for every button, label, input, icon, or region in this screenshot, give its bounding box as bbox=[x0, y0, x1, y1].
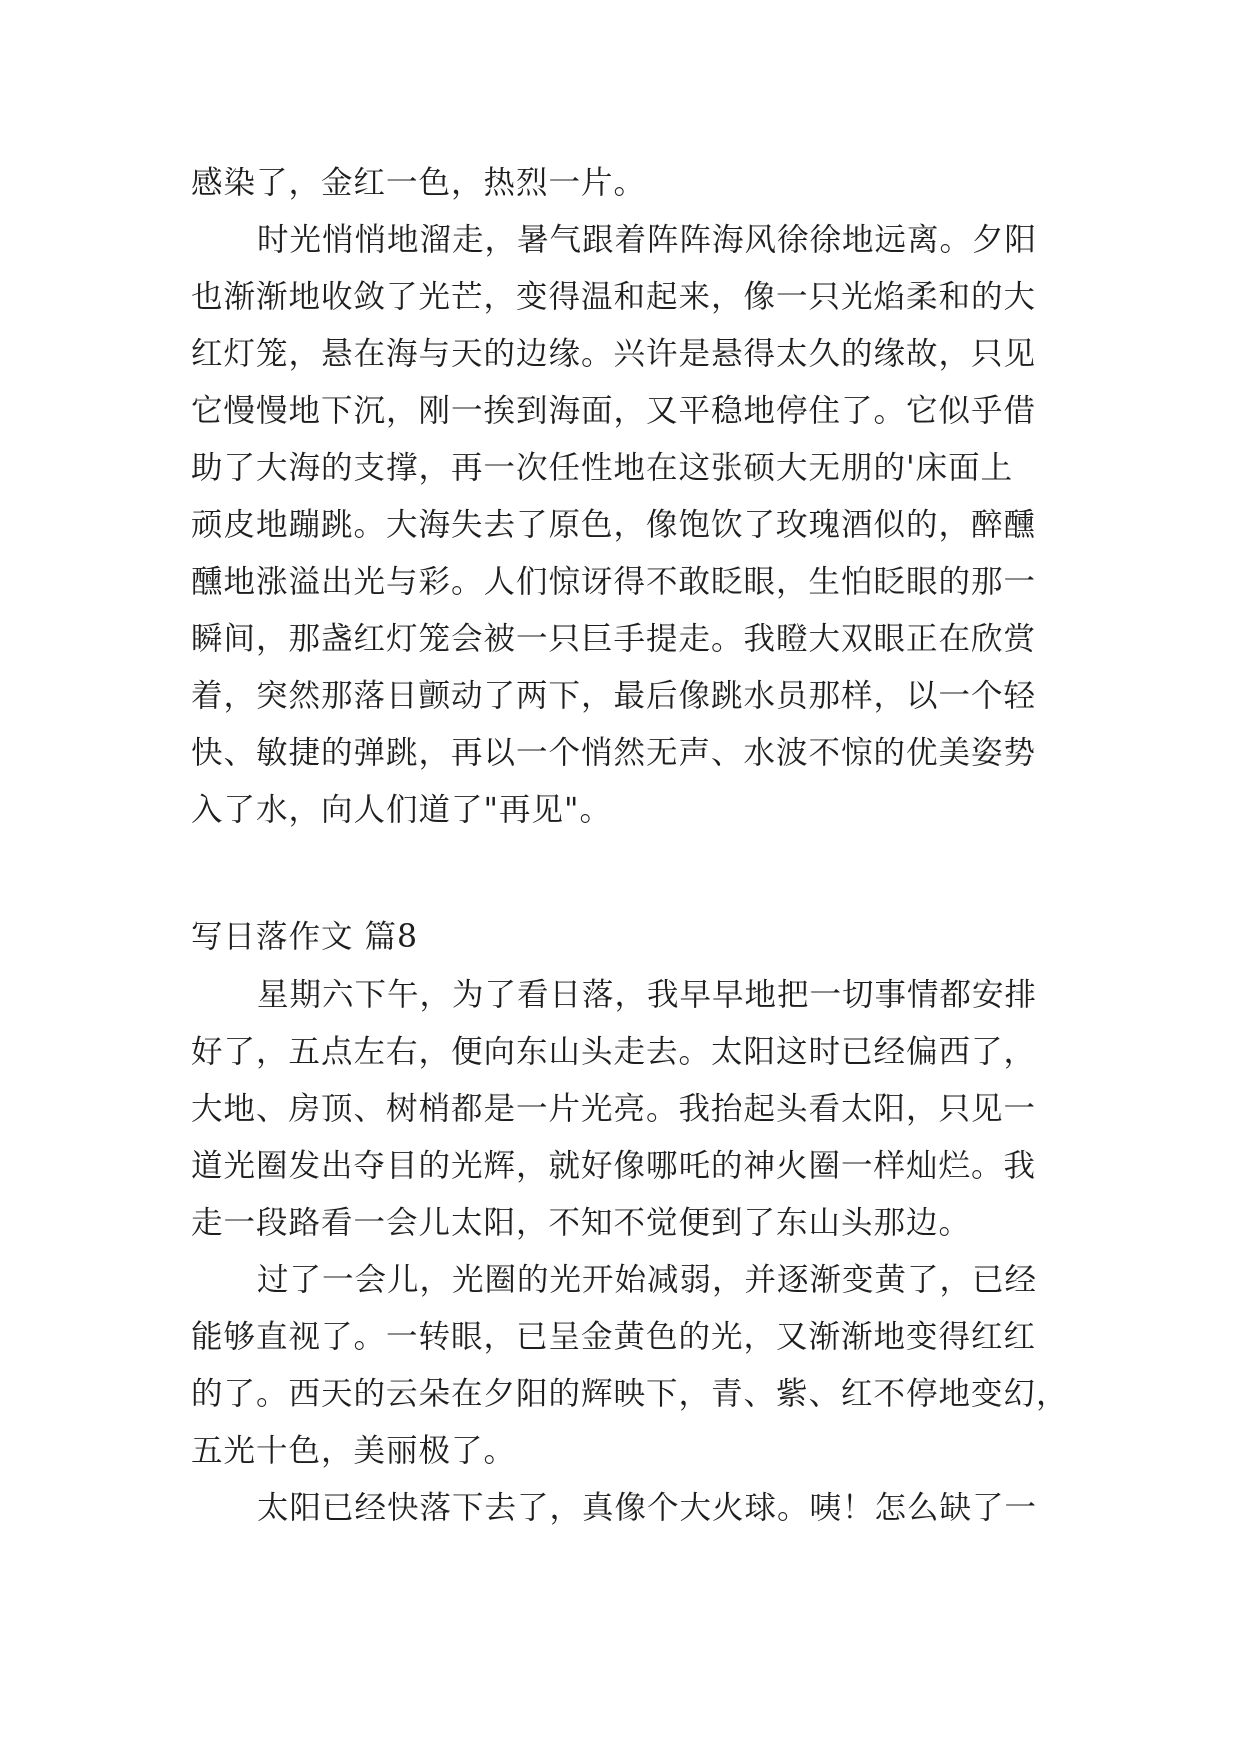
text-line: 感染了，金红一色，热烈一片。 bbox=[191, 165, 647, 201]
text-line: 大地、房顶、树梢都是一片光亮。我抬起头看太阳，只见一 bbox=[191, 1091, 1037, 1127]
text-line: 顽皮地蹦跳。大海失去了原色，像饱饮了玫瑰酒似的，醉醺 bbox=[191, 507, 1037, 543]
text-line: 醺地涨溢出光与彩。人们惊讶得不敢眨眼，生怕眨眼的那一 bbox=[191, 564, 1037, 600]
paragraph-first-line: 过了一会儿，光圈的光开始减弱，并逐渐变黄了，已经 bbox=[257, 1262, 1038, 1298]
paragraph-first-line: 星期六下午，为了看日落，我早早地把一切事情都安排 bbox=[257, 977, 1038, 1013]
text-line: 快、敏捷的弹跳，再以一个悄然无声、水波不惊的优美姿势 bbox=[191, 735, 1037, 771]
paragraph-first-line: 太阳已经快落下去了，真像个大火球。咦！怎么缺了一 bbox=[257, 1490, 1038, 1526]
paragraph-first-line: 时光悄悄地溜走，暑气跟着阵阵海风徐徐地远离。夕阳 bbox=[257, 222, 1038, 258]
text-line: 道光圈发出夺目的光辉，就好像哪吒的神火圈一样灿烂。我 bbox=[191, 1148, 1037, 1184]
text-line: 能够直视了。一转眼，已呈金黄色的光，又渐渐地变得红红 bbox=[191, 1319, 1037, 1355]
text-line: 它慢慢地下沉，刚一挨到海面，又平稳地停住了。它似乎借 bbox=[191, 393, 1037, 429]
text-line: 红灯笼，悬在海与天的边缘。兴许是悬得太久的缘故，只见 bbox=[191, 336, 1037, 372]
text-line: 助了大海的支撑，再一次任性地在这张硕大无朋的'床面上 bbox=[191, 450, 1014, 486]
text-line: 瞬间，那盏红灯笼会被一只巨手提走。我瞪大双眼正在欣赏 bbox=[191, 621, 1037, 657]
text-line: 走一段路看一会儿太阳，不知不觉便到了东山头那边。 bbox=[191, 1205, 972, 1241]
text-line: 的了。西天的云朵在夕阳的辉映下，青、紫、红不停地变幻， bbox=[191, 1376, 1069, 1412]
text-line: 入了水，向人们道了"再见"。 bbox=[191, 792, 612, 828]
text-line: 好了，五点左右，便向东山头走去。太阳这时已经偏西了， bbox=[191, 1034, 1037, 1070]
text-line: 五光十色，美丽极了。 bbox=[191, 1433, 517, 1469]
section-heading: 写日落作文 篇8 bbox=[191, 919, 419, 955]
text-line: 着，突然那落日颤动了两下，最后像跳水员那样，以一个轻 bbox=[191, 678, 1037, 714]
text-line: 也渐渐地收敛了光芒，变得温和起来，像一只光焰柔和的大 bbox=[191, 279, 1037, 315]
